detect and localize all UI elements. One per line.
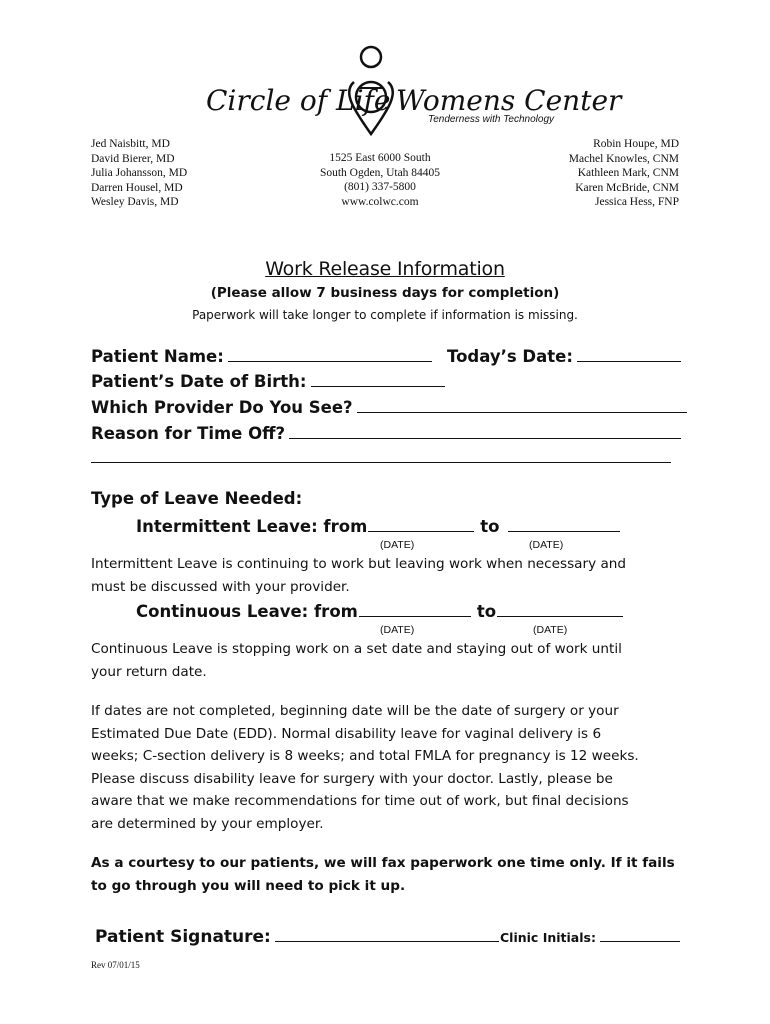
page-title: Work Release Information bbox=[265, 258, 505, 280]
provider-name: Kathleen Mark, CNM bbox=[577, 167, 679, 180]
providers-left-list bbox=[91, 137, 187, 210]
leave-info-paragraph bbox=[91, 700, 691, 836]
signature-row bbox=[95, 925, 499, 947]
address-phone: (801) 337-5800 bbox=[344, 181, 416, 194]
clinic-address bbox=[280, 151, 480, 209]
continuous-to-label: to bbox=[476, 602, 497, 621]
address-line: South Ogden, Utah 84405 bbox=[319, 166, 441, 179]
date-label: (DATE) bbox=[529, 539, 564, 551]
revision-date: Rev 07/01/15 bbox=[91, 960, 140, 970]
providers-right-list bbox=[569, 137, 679, 210]
text-line: must be discussed with your provider. bbox=[91, 578, 350, 595]
todays-date-row bbox=[447, 345, 681, 366]
todays-date-label: Today’s Date: bbox=[447, 347, 573, 366]
fax-courtesy-notice bbox=[91, 852, 691, 898]
signature-label: Patient Signature: bbox=[95, 927, 271, 947]
address-line: 1525 East 6000 South bbox=[329, 152, 431, 164]
intermittent-to-field[interactable] bbox=[508, 515, 620, 532]
text-line: Intermittent Leave is continuing to work but leaving work when necessary and bbox=[91, 556, 627, 572]
clinic-initials-field[interactable] bbox=[600, 930, 680, 942]
provider-name: Karen McBride, CNM bbox=[575, 181, 679, 194]
reason-field[interactable] bbox=[289, 422, 681, 439]
date-label: (DATE) bbox=[380, 539, 415, 551]
continuous-description bbox=[91, 638, 691, 683]
dob-row bbox=[91, 370, 445, 391]
provider-row bbox=[91, 396, 687, 417]
provider-name: Julia Johansson, MD bbox=[91, 167, 188, 180]
text-line: If dates are not completed, beginning date will be the date of surgery or your bbox=[91, 703, 619, 719]
logo-name-right: Womens Center bbox=[396, 84, 622, 117]
intermittent-to-label: to bbox=[480, 517, 500, 536]
text-line: aware that we make recommendations for time out of work, but final decisions bbox=[91, 793, 629, 810]
logo-tagline: Tenderness with Technology bbox=[428, 114, 555, 125]
dob-label: Patient’s Date of Birth: bbox=[91, 372, 307, 391]
provider-name: Machel Knowles, CNM bbox=[568, 152, 679, 165]
intermittent-from-label: Intermittent Leave: from bbox=[136, 517, 368, 536]
page-subnote: Paperwork will take longer to complete if information is missing. bbox=[192, 308, 578, 322]
provider-label: Which Provider Do You See? bbox=[91, 398, 353, 417]
provider-name: Darren Housel, MD bbox=[91, 181, 183, 194]
provider-name: Wesley Davis, MD bbox=[91, 196, 179, 209]
clinic-initials-row bbox=[500, 930, 680, 945]
intermittent-leave-row bbox=[136, 515, 620, 536]
provider-name: David Bierer, MD bbox=[91, 152, 175, 165]
continuous-to-field[interactable] bbox=[497, 600, 623, 617]
page-subtitle: (Please allow 7 business days for completion) bbox=[210, 285, 560, 301]
patient-name-label: Patient Name: bbox=[91, 347, 224, 366]
date-label: (DATE) bbox=[533, 624, 568, 636]
text-line: As a courtesy to our patients, we will fax paperwork one time only. If it fails bbox=[91, 855, 675, 871]
address-website: www.colwc.com bbox=[341, 195, 419, 208]
provider-name: Robin Houpe, MD bbox=[593, 138, 679, 150]
reason-field-line-2[interactable] bbox=[91, 462, 671, 463]
signature-field[interactable] bbox=[275, 925, 499, 942]
provider-field[interactable] bbox=[357, 396, 687, 413]
text-line: Please discuss disability leave for surgery with your doctor. Lastly, please be bbox=[91, 770, 613, 787]
continuous-from-field[interactable] bbox=[359, 600, 471, 617]
todays-date-field[interactable] bbox=[577, 345, 681, 362]
continuous-from-label: Continuous Leave: from bbox=[136, 602, 358, 621]
text-line: to go through you will need to pick it up. bbox=[91, 878, 406, 894]
provider-name: Jessica Hess, FNP bbox=[594, 196, 679, 209]
logo-name-left: Circle of Life bbox=[206, 84, 391, 117]
patient-name-row bbox=[91, 345, 432, 366]
patient-name-field[interactable] bbox=[228, 345, 432, 362]
text-line: weeks; C-section delivery is 8 weeks; and total FMLA for pregnancy is 12 weeks. bbox=[91, 748, 639, 765]
text-line: your return date. bbox=[91, 663, 207, 680]
date-label: (DATE) bbox=[380, 624, 415, 636]
intermittent-from-field[interactable] bbox=[368, 515, 474, 532]
text-line: are determined by your employer. bbox=[91, 815, 324, 832]
continuous-leave-row bbox=[136, 600, 623, 621]
dob-field[interactable] bbox=[311, 370, 445, 387]
text-line: Continuous Leave is stopping work on a set date and staying out of work until bbox=[91, 641, 622, 657]
provider-name: Jed Naisbitt, MD bbox=[91, 138, 170, 150]
text-line: Estimated Due Date (EDD). Normal disability leave for vaginal delivery is 6 bbox=[91, 725, 602, 742]
intermittent-description bbox=[91, 553, 691, 598]
clinic-logo bbox=[200, 42, 622, 142]
leave-heading: Type of Leave Needed: bbox=[91, 489, 303, 508]
reason-row bbox=[91, 422, 681, 443]
clinic-initials-label: Clinic Initials: bbox=[500, 930, 596, 945]
reason-label: Reason for Time Off? bbox=[91, 424, 286, 443]
